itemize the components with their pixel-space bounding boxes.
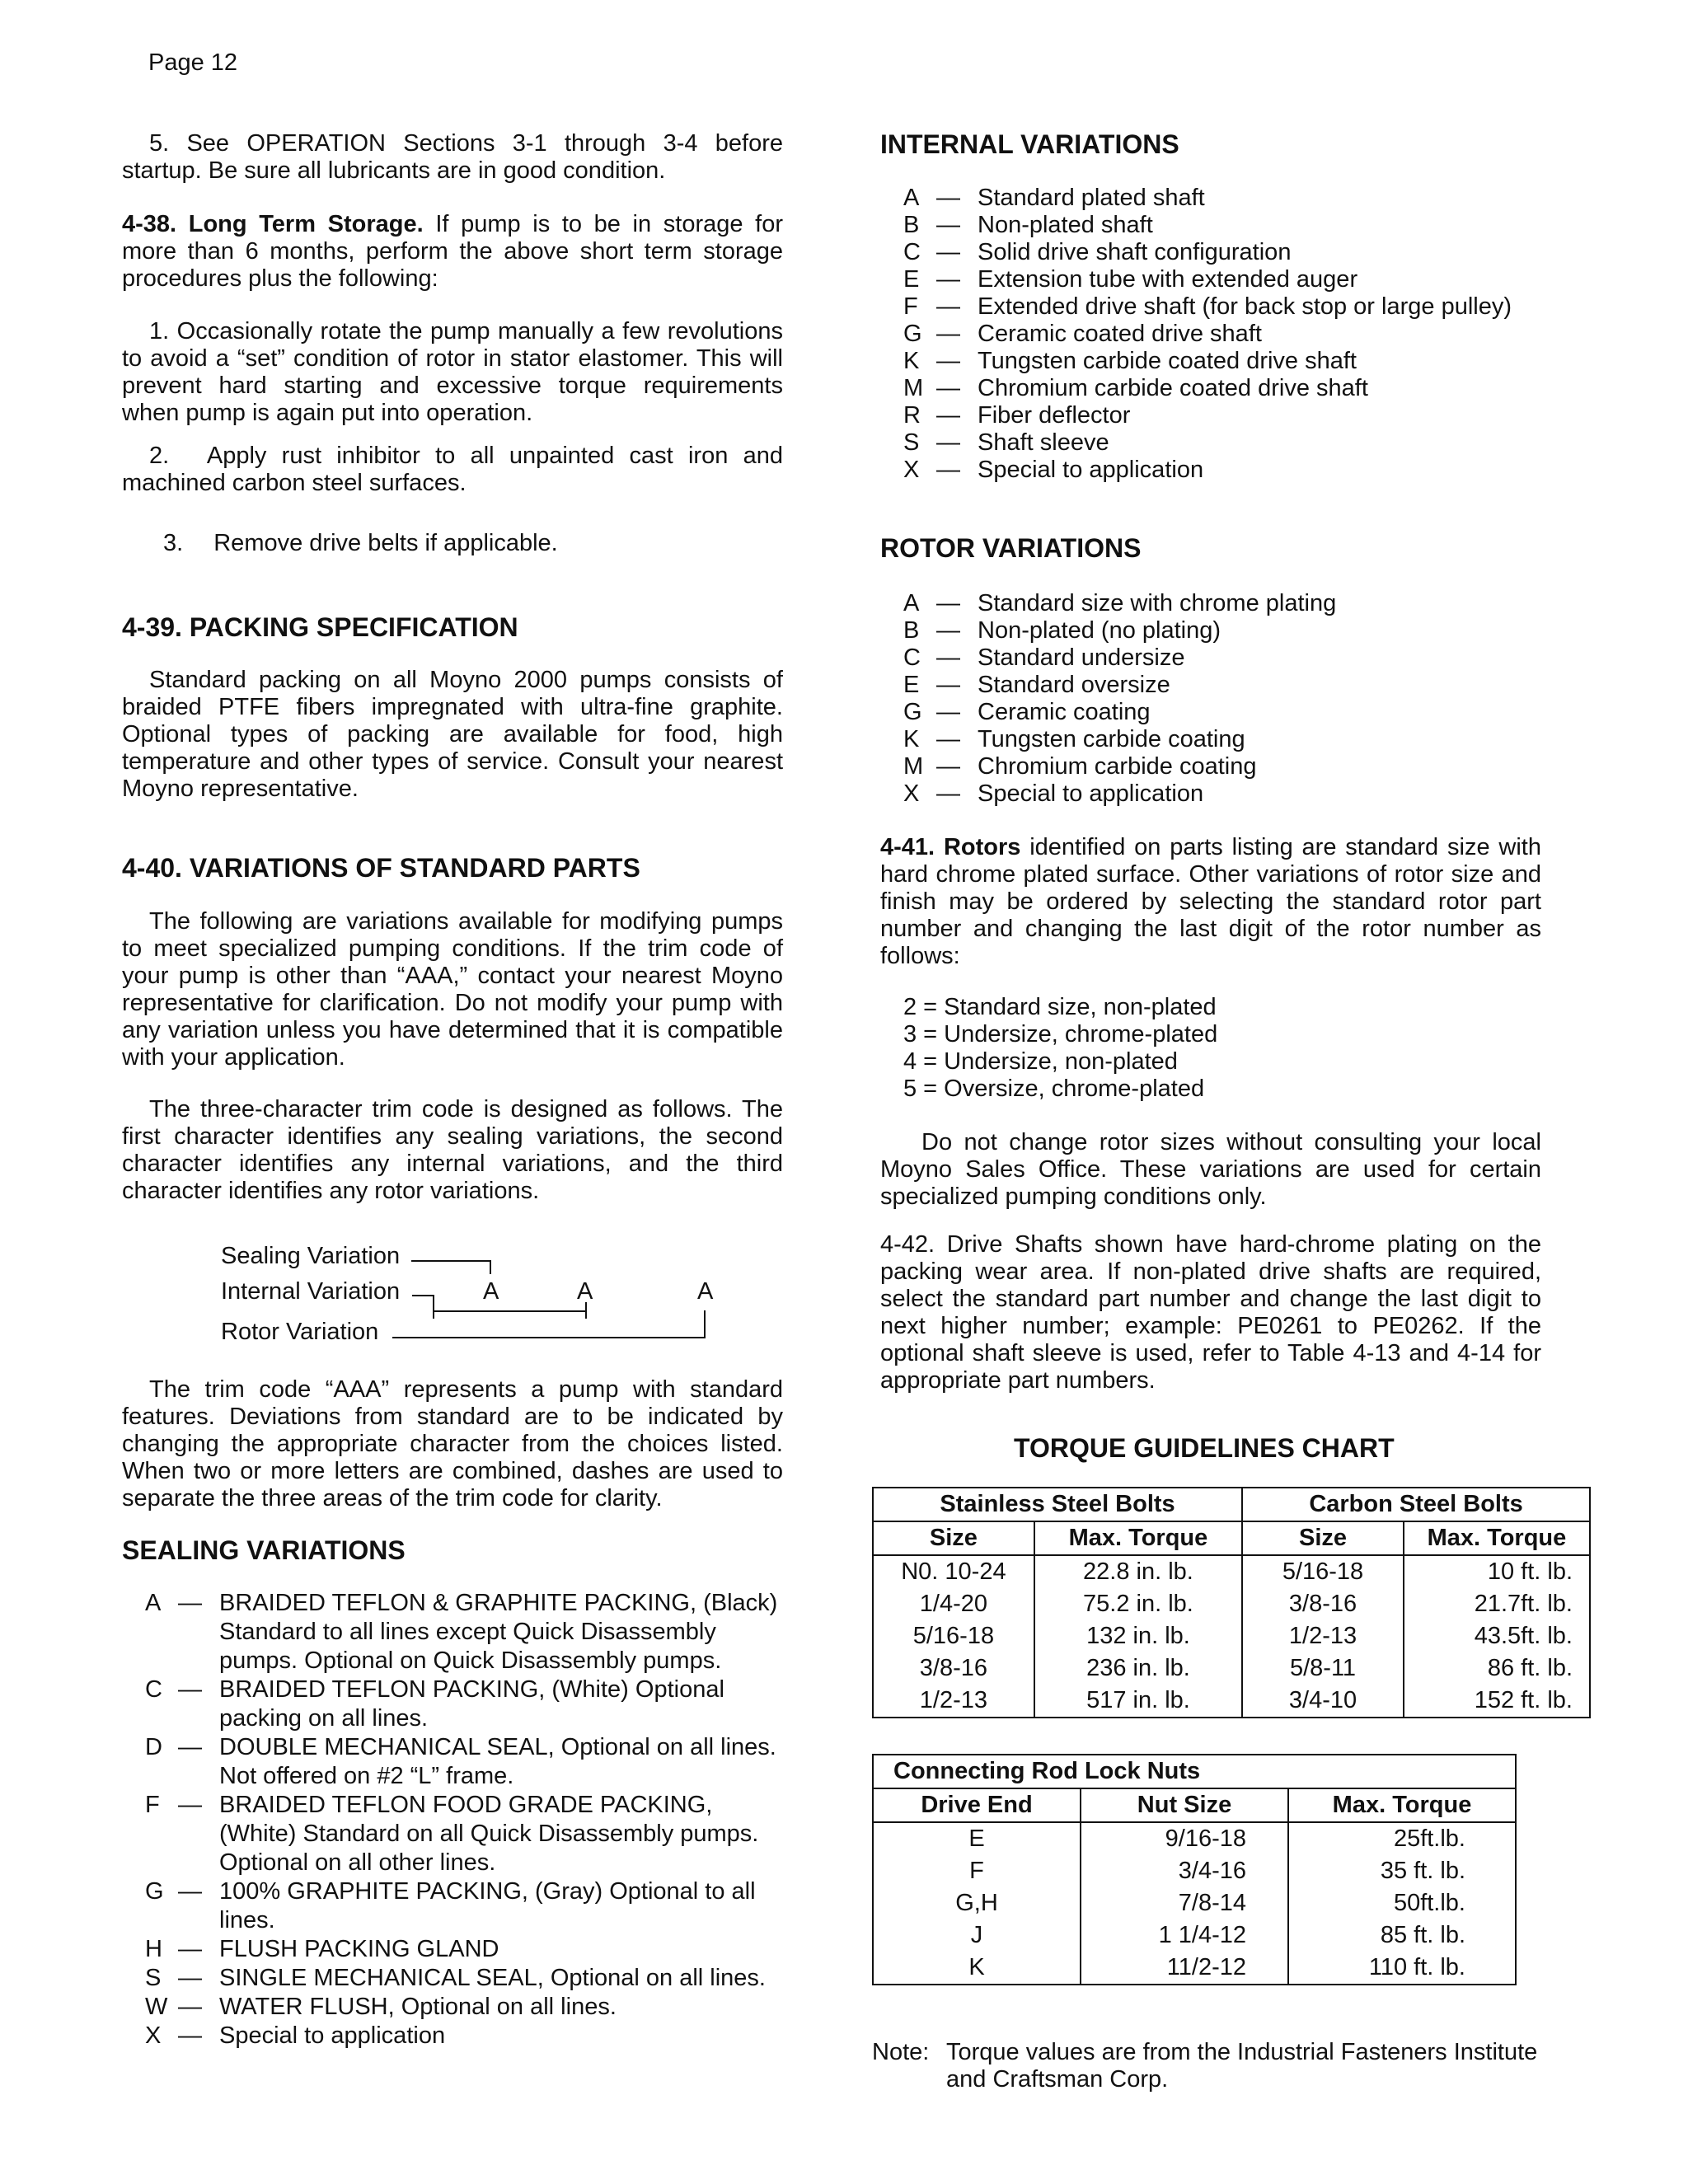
variation-code: C [903,239,921,265]
table-cell: 43.5ft. lb. [1404,1620,1590,1652]
variation-description: Fiber deflector [978,402,1131,429]
label-rotor-variation: Rotor Variation [221,1319,379,1345]
column-header: Nut Size [1081,1788,1288,1822]
variation-description: Tungsten carbide coating [978,726,1245,752]
trim-letter-2: A [577,1278,593,1305]
variation-item [903,672,1612,699]
variation-item [903,726,1612,753]
variation-dash: — [178,1936,202,1962]
table-cell: J [873,1919,1081,1952]
section-4-41-heading: 4-41. Rotors [880,834,1021,860]
variation-code: B [903,212,920,238]
variation-description: Solid drive shaft configuration [978,239,1292,265]
variation-description: BRAIDED TEFLON PACKING, (White) Optional packing on all lines. [219,1676,724,1732]
section-4-40-paragraph-2: The three-character trim code is designed as follows. The first character identifies any sealing variations, the second character identifies any internal variations, and the third character identifies any rotor variations. [122,1096,783,1204]
variation-description: SINGLE MECHANICAL SEAL, Optional on all lines. [219,1965,766,1991]
table-row [873,1887,1516,1919]
variation-description: Tungsten carbide coated drive shaft [978,348,1357,374]
column-header: Max. Torque [1404,1521,1590,1555]
rotor-variations-list [903,590,1612,808]
section-4-40-title: 4-40. VARIATIONS OF STANDARD PARTS [122,853,640,883]
group-header-stainless: Stainless Steel Bolts [873,1488,1242,1521]
table-row [873,1919,1516,1952]
torque-chart-title: TORQUE GUIDELINES CHART [1014,1433,1395,1463]
variation-item [903,239,1612,266]
variation-item [903,644,1612,672]
variation-code: A [145,1590,162,1616]
variation-item [903,780,1612,808]
table-cell: 1/2-13 [873,1685,1034,1718]
section-4-38-text: If pump is to be in storage for more than 6 months, perform the above short term storage procedures plus the following: [122,211,783,292]
variation-code: F [903,293,918,320]
table-cell: 21.7ft. lb. [1404,1588,1590,1620]
variation-item [903,402,1612,429]
section-4-42: 4-42. Drive Shafts shown have hard-chrome plating on the packing wear area. If non-plated drive shafts are required, select the standard part number and change the last digit to next higher number; example: PE0261 to PE0262. If the optional shaft sleeve is used, refer to Table 4-13 and 4-14 for appropriate part numbers. [880,1231,1541,1394]
table-cell: 1 1/4-12 [1081,1919,1288,1952]
variation-code: G [903,699,922,725]
variation-dash: — [936,375,960,401]
variation-dash: — [936,266,960,293]
variation-code: E [903,672,920,698]
variation-item [903,429,1612,457]
variation-dash: — [936,348,960,374]
variation-dash: — [936,672,960,698]
variation-item [903,457,1612,484]
variation-dash: — [936,321,960,347]
variation-dash: — [936,212,960,238]
lock-nuts-title: Connecting Rod Lock Nuts [873,1755,1516,1788]
section-4-41-note: Do not change rotor sizes without consulting your local Moyno Sales Office. These variations are used for certain specialized pumping conditions only. [880,1129,1541,1210]
lock-nuts-torque-table [872,1754,1517,1985]
variation-code: E [903,266,920,293]
variation-item [145,1675,788,1733]
column-header: Size [873,1521,1034,1555]
column-header: Size [1242,1521,1404,1555]
section-4-38-heading: 4-38. Long Term Storage. [122,211,424,237]
variation-description: Standard undersize [978,644,1185,671]
variation-dash: — [936,780,960,807]
group-header-carbon: Carbon Steel Bolts [1242,1488,1590,1521]
table-title-row [873,1755,1516,1788]
variation-item [145,1877,788,1935]
label-sealing-variation: Sealing Variation [221,1243,401,1269]
section-4-41-text: identified on parts listing are standard size with hard chrome plated surface. Other variations of rotor size and finish may be ordered by selecting the standard rotor part number and changing the last digit of the rotor number as follows: [880,834,1541,969]
variation-description: DOUBLE MECHANICAL SEAL, Optional on all lines. Not offered on #2 “L” frame. [219,1734,776,1789]
page-number: Page 12 [148,49,238,76]
variation-dash: — [178,1994,202,2020]
variation-item [903,617,1612,644]
paragraph-see-operation: 5. See OPERATION Sections 3-1 through 3-4 before startup. Be sure all lubricants are in good condition. [122,130,783,184]
variation-code: K [903,726,920,752]
table-cell: 132 in. lb. [1034,1620,1242,1652]
storage-item-2: 2. Apply rust inhibitor to all unpainted cast iron and machined carbon steel surfaces. [122,443,783,496]
variation-description: 100% GRAPHITE PACKING, (Gray) Optional to all lines. [219,1878,756,1933]
variation-code: G [903,321,922,347]
internal-variations-list [903,185,1612,484]
trim-code-diagram [221,1243,732,1350]
section-4-40-paragraph-1: The following are variations available for modifying pumps to meet specialized pumping conditions. If the trim code of your pump is other than “AAA,” contact your nearest Moyno representative for clarification. Do not modify your pump with any variation unless you have determined that it is compatible with your application. [122,908,783,1071]
table-cell: 3/8-16 [873,1652,1034,1685]
variation-code: C [145,1676,162,1703]
trim-code-connector-lines [221,1243,732,1350]
variation-item [145,1589,788,1675]
table-cell: 11/2-12 [1081,1952,1288,1985]
table-row [873,1855,1516,1887]
section-4-39-text: Standard packing on all Moyno 2000 pumps consists of braided PTFE fibers impregnated with ultra-fine graphite. Optional types of packing are available for food, high temperature and other types of service. Consult your nearest Moyno representative. [122,667,783,802]
rotor-variations-title: ROTOR VARIATIONS [880,533,1142,563]
table-cell: 86 ft. lb. [1404,1652,1590,1685]
bolts-torque-table [872,1487,1591,1718]
variation-dash: — [178,1590,202,1616]
variation-item [903,590,1612,617]
variation-code: K [903,348,920,374]
variation-dash: — [936,644,960,671]
table-cell: 10 ft. lb. [1404,1555,1590,1588]
variation-code: X [145,2022,162,2049]
variation-description: Standard oversize [978,672,1170,698]
variation-item [903,321,1612,348]
variation-dash: — [936,402,960,429]
section-4-41 [880,834,1541,970]
variation-dash: — [178,1676,202,1703]
table-cell: 1/4-20 [873,1588,1034,1620]
variation-description: FLUSH PACKING GLAND [219,1936,499,1962]
variation-description: Special to application [219,2022,446,2049]
trim-letter-1: A [483,1278,499,1305]
internal-variations-title: INTERNAL VARIATIONS [880,129,1179,159]
table-cell: E [873,1822,1081,1855]
table-header-row [873,1788,1516,1822]
variation-code: W [145,1994,168,2020]
table-cell: N0. 10-24 [873,1555,1034,1588]
variation-description: Non-plated shaft [978,212,1153,238]
column-header: Max. Torque [1288,1788,1516,1822]
variation-dash: — [178,1878,202,1905]
variation-item [903,293,1612,321]
table-cell: 5/8-11 [1242,1652,1404,1685]
sealing-variations-list [145,1589,788,2050]
torque-note [872,2039,1548,2093]
table-cell: 3/8-16 [1242,1588,1404,1620]
column-header: Drive End [873,1788,1081,1822]
variation-dash: — [936,699,960,725]
variation-dash: — [936,617,960,644]
table-row [873,1652,1590,1685]
table-cell: 50ft.lb. [1288,1887,1516,1919]
table-row [873,1555,1590,1588]
variation-description: Special to application [978,780,1204,807]
variation-item [145,1733,788,1791]
table-cell: G,H [873,1887,1081,1919]
variation-code: S [145,1965,162,1991]
variation-dash: — [178,1734,202,1760]
variation-description: Non-plated (no plating) [978,617,1221,644]
table-cell: 236 in. lb. [1034,1652,1242,1685]
table-cell: 5/16-18 [873,1620,1034,1652]
table-row [873,1620,1590,1652]
trim-letter-3: A [697,1278,714,1305]
table-cell: 1/2-13 [1242,1620,1404,1652]
variation-description: Shaft sleeve [978,429,1109,456]
variation-dash: — [178,1965,202,1991]
table-cell: F [873,1855,1081,1887]
variation-dash: — [178,2022,202,2049]
variation-code: X [903,780,920,807]
table-cell: 110 ft. lb. [1288,1952,1516,1985]
variation-dash: — [936,726,960,752]
table-cell: 5/16-18 [1242,1555,1404,1588]
variation-item [145,2022,788,2050]
sealing-variations-title: SEALING VARIATIONS [122,1535,406,1565]
variation-item [903,266,1612,293]
table-cell: 25ft.lb. [1288,1822,1516,1855]
variation-code: D [145,1734,162,1760]
table-row [873,1685,1590,1718]
table-cell: 35 ft. lb. [1288,1855,1516,1887]
variation-description: WATER FLUSH, Optional on all lines. [219,1994,617,2020]
variation-code: M [903,753,924,780]
table-row [873,1952,1516,1985]
table-header-row [873,1521,1590,1555]
variation-code: S [903,429,920,456]
storage-item-3: 3. Remove drive belts if applicable. [163,530,558,556]
table-cell: 152 ft. lb. [1404,1685,1590,1718]
variation-dash: — [936,239,960,265]
table-cell: K [873,1952,1081,1985]
variation-code: A [903,590,920,616]
table-cell: 85 ft. lb. [1288,1919,1516,1952]
table-cell: 3/4-10 [1242,1685,1404,1718]
variation-dash: — [936,590,960,616]
variation-code: X [903,457,920,483]
variation-item [145,1993,788,2022]
note-label: Note: [872,2039,930,2065]
variation-description: BRAIDED TEFLON & GRAPHITE PACKING, (Black) Standard to all lines except Quick Disassembly pumps. Optional on Quick Disassembly pumps. [219,1590,778,1674]
table-cell: 22.8 in. lb. [1034,1555,1242,1588]
variation-description: Chromium carbide coated drive shaft [978,375,1368,401]
rotor-digit-item: 2 = Standard size, non-plated [903,994,1217,1020]
variation-description: Chromium carbide coating [978,753,1257,780]
column-header: Max. Torque [1034,1521,1242,1555]
variation-code: H [145,1936,162,1962]
variation-dash: — [936,293,960,320]
variation-description: BRAIDED TEFLON FOOD GRADE PACKING, (White) Standard on all Quick Disassembly pumps. Optional on all other lines. [219,1792,759,1876]
variation-item [903,699,1612,726]
rotor-digit-item: 3 = Undersize, chrome-plated [903,1021,1218,1047]
section-4-39-title: 4-39. PACKING SPECIFICATION [122,612,518,642]
variation-item [145,1791,788,1877]
variation-dash: — [178,1792,202,1818]
variation-item [903,348,1612,375]
storage-item-1: 1. Occasionally rotate the pump manually a few revolutions to avoid a “set” condition of rotor in stator elastomer. This will prevent hard starting and excessive torque requirements when pump is again put into operation. [122,318,783,426]
variation-item [903,375,1612,402]
variation-description: Extended drive shaft (for back stop or large pulley) [978,293,1512,320]
table-row [873,1588,1590,1620]
variation-description: Ceramic coated drive shaft [978,321,1262,347]
rotor-digit-list [903,994,1217,1103]
variation-description: Standard size with chrome plating [978,590,1337,616]
variation-description: Extension tube with extended auger [978,266,1358,293]
variation-item [145,1964,788,1993]
note-text: Torque values are from the Industrial Fasteners Institute and Craftsman Corp. [946,2039,1538,2093]
variation-code: R [903,402,921,429]
table-cell: 9/16-18 [1081,1822,1288,1855]
variation-description: Standard plated shaft [978,185,1205,211]
variation-description: Special to application [978,457,1204,483]
variation-item [145,1935,788,1964]
variation-code: F [145,1792,160,1818]
table-cell: 7/8-14 [1081,1887,1288,1919]
variation-dash: — [936,457,960,483]
variation-description: Ceramic coating [978,699,1151,725]
variation-code: C [903,644,921,671]
variation-item [903,212,1612,239]
section-4-38 [122,211,783,293]
variation-dash: — [936,753,960,780]
rotor-digit-item: 5 = Oversize, chrome-plated [903,1076,1205,1102]
variation-dash: — [936,185,960,211]
table-row [873,1822,1516,1855]
label-internal-variation: Internal Variation [221,1278,401,1305]
table-cell: 517 in. lb. [1034,1685,1242,1718]
variation-dash: — [936,429,960,456]
variation-code: G [145,1878,164,1905]
rotor-digit-item: 4 = Undersize, non-plated [903,1048,1178,1075]
table-cell: 75.2 in. lb. [1034,1588,1242,1620]
variation-code: A [903,185,920,211]
section-4-40-paragraph-3: The trim code “AAA” represents a pump with standard features. Deviations from standard are to be indicated by changing the appropriate character from the choices listed. When two or more letters are combined, dashes are used to separate the three areas of the trim code for clarity. [122,1376,783,1511]
variation-code: M [903,375,924,401]
table-group-header-row [873,1488,1590,1521]
variation-item [903,185,1612,212]
variation-item [903,753,1612,780]
table-cell: 3/4-16 [1081,1855,1288,1887]
variation-code: B [903,617,920,644]
